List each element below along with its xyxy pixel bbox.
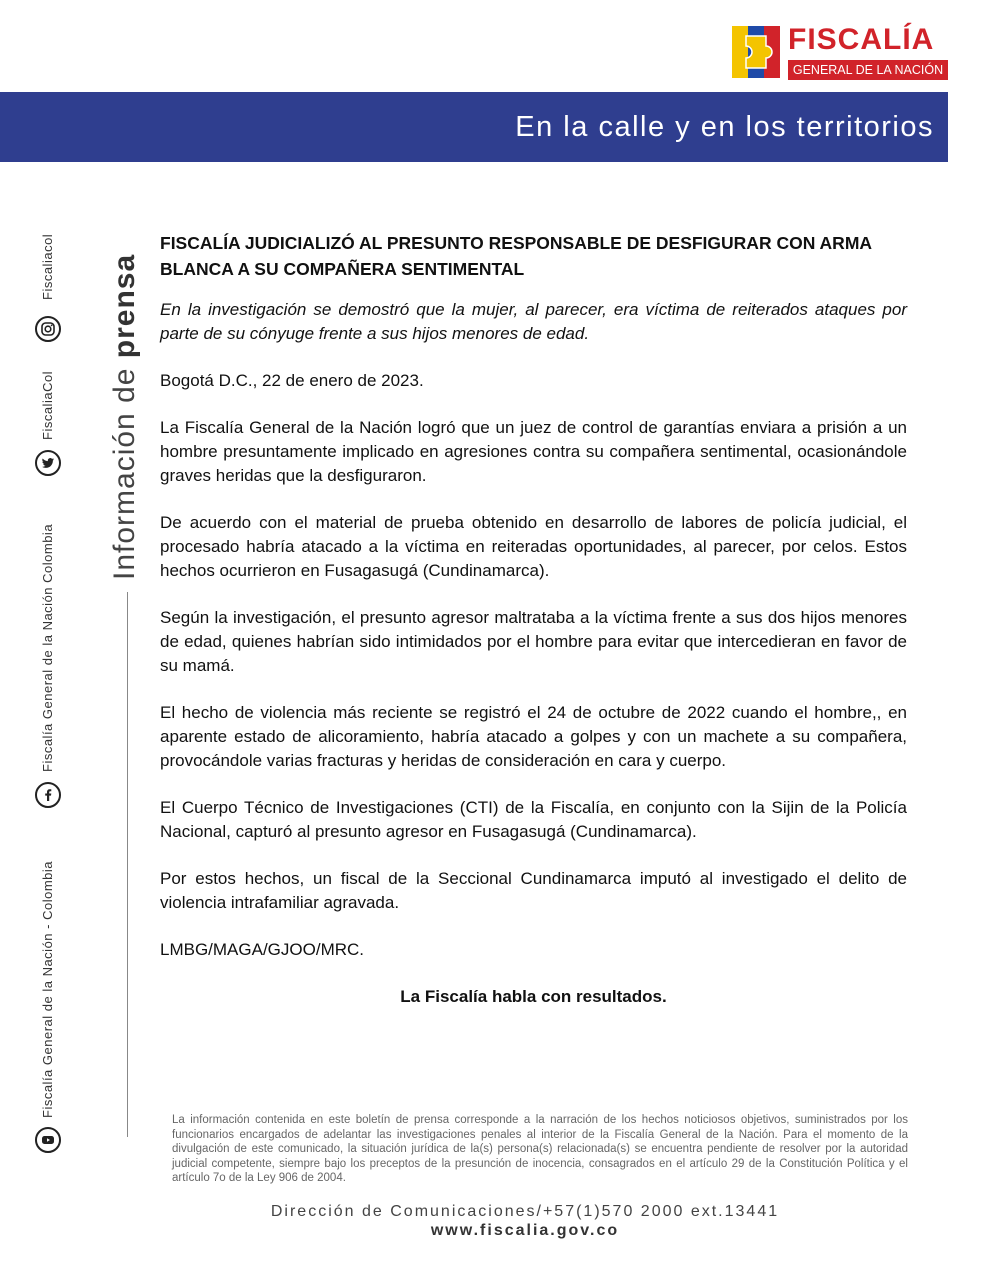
body-paragraph: La Fiscalía General de la Nación logró que un juez de control de garantías enviara a prisión a un hombre presuntamente implicado en agresiones contra su compañera sentimental, ocasionándole graves heridas que la desfiguraron. (160, 418, 907, 485)
body-paragraph: Según la investigación, el presunto agresor maltrataba a la víctima frente a sus dos hijos menores de edad, quienes habrían sido intimidados por el hombre para evitar que intercedieran en favor de su mamá. (160, 608, 907, 675)
twitter-handle[interactable]: FiscaliaCol (40, 370, 55, 440)
legal-disclaimer: La información contenida en este boletín de prensa corresponde a la narración de los hechos noticiosos objetivos, suministrados por los funcionarios encargados de adelantar las investigaciones penales al interior de la Fiscalía General de la Nación. Para el momento de la divulgación de este comunicado, la situación jurídica de la(s) persona(s) relacionada(s) se encuentra pendiente de resolver por la autoridad judicial competente, siempre bajo los preceptos de la presunción de inocencia, consagrados en el artículo 29 de la Constitución Política y el artículo 7o de la Ley 906 de 2004. (172, 1114, 908, 1184)
twitter-icon[interactable] (35, 450, 61, 476)
instagram-handle[interactable]: Fiscaliacol (40, 233, 55, 300)
body-paragraph: Por estos hechos, un fiscal de la Seccional Cundinamarca imputó al investigado el delito de violencia intrafamiliar agravada. (160, 869, 907, 912)
logo-subtitle: GENERAL DE LA NACIÓN (788, 60, 948, 80)
body-paragraph: El hecho de violencia más reciente se registró el 24 de octubre de 2022 cuando el hombre,, en aparente estado de alicoramiento, habría atacado a golpes y con un machete a su compañera, provocándole varias fracturas y heridas de consideración en cara y cuerpo. (160, 703, 907, 770)
org-country-label: Fiscalía General de la Nación - Colombia (40, 861, 55, 1118)
press-info-light: Información de (108, 358, 141, 580)
youtube-icon[interactable] (35, 1127, 61, 1153)
lead-summary: En la investigación se demostró que la mujer, al parecer, era víctima de reiterados ataques por parte de su cónyuge frente a sus hijos menores de edad. (160, 300, 907, 343)
logo-wordmark: FISCALÍA (788, 23, 935, 56)
header-banner (0, 92, 948, 162)
body-paragraph: El Cuerpo Técnico de Investigaciones (CTI) de la Fiscalía, en conjunto con la Sijin de la Policía Nacional, capturó al presunto agresor en Fusagasugá (Cundinamarca). (160, 798, 907, 841)
dateline: Bogotá D.C., 22 de enero de 2023. (160, 371, 424, 390)
body-paragraph: De acuerdo con el material de prueba obtenido en desarrollo de labores de policía judicial, el procesado habría atacado a la víctima en reiteradas oportunidades, al parecer, por celos. Estos hechos ocurrieron en Fusagasugá (Cundinamarca). (160, 513, 907, 580)
closing-slogan: La Fiscalía habla con resultados. (400, 987, 667, 1006)
sidebar-divider (127, 592, 128, 1137)
headline: FISCALÍA JUDICIALIZÓ AL PRESUNTO RESPONSABLE DE DESFIGURAR CON ARMA BLANCA A SU COMPAÑERA SENTIMENTAL (160, 233, 872, 279)
banner-slogan: En la calle y en los territorios (515, 111, 934, 143)
website-link[interactable]: www.fiscalia.gov.co (430, 1222, 620, 1239)
press-release (160, 230, 907, 1009)
fiscalia-logo (732, 24, 948, 82)
instagram-icon[interactable] (35, 316, 61, 342)
colombia-shield-icon (732, 26, 780, 78)
signature-initials: LMBG/MAGA/GJOO/MRC. (160, 940, 365, 959)
facebook-icon[interactable] (35, 782, 61, 808)
contact-line: Dirección de Comunicaciones/+57(1)570 2000 ext.13441 (270, 1203, 780, 1220)
facebook-name[interactable]: Fiscalía General de la Nación Colombia (40, 523, 55, 772)
press-info-label (108, 254, 142, 580)
press-info-bold: prensa (108, 253, 141, 359)
